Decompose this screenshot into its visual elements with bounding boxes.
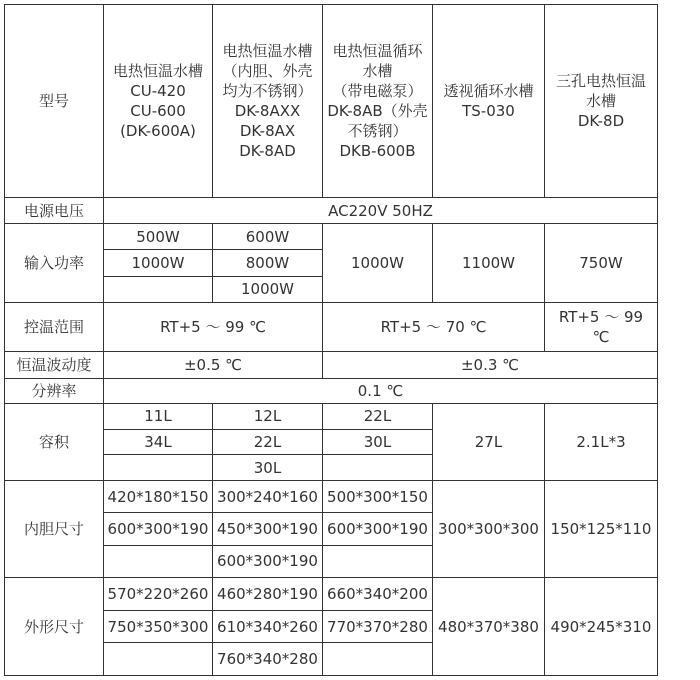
volume-3-b: 30L — [323, 429, 432, 455]
inner-size-col-2 — [213, 481, 323, 578]
inner-3-c — [323, 545, 432, 577]
power-col-2 — [213, 224, 323, 303]
inner-size-row — [5, 481, 658, 578]
model-1-line-2: CU-420 — [130, 82, 186, 100]
resolution-row — [5, 379, 658, 404]
model-5-line-2: 水槽 — [585, 92, 616, 110]
model-col-2 — [213, 5, 323, 198]
voltage-value: AC220V 50HZ — [104, 198, 658, 224]
inner-1-c — [104, 545, 212, 577]
outer-size-col-5: 490*245*310 — [545, 578, 658, 676]
temp-range-col-5 — [545, 303, 658, 352]
fluctuation-col-12: ±0.5 ℃ — [104, 352, 323, 379]
model-3-line-2: 水槽 — [362, 62, 393, 80]
inner-2-a: 300*240*160 — [217, 487, 318, 506]
inner-size-col-5: 150*125*110 — [545, 481, 658, 578]
fluctuation-row — [5, 352, 658, 379]
model-3-line-1: 电热恒温循环 — [332, 42, 423, 60]
model-label: 型号 — [5, 5, 104, 198]
inner-size-col-3 — [323, 481, 433, 578]
volume-col-2 — [213, 404, 323, 481]
inner-1-b: 600*300*190 — [104, 512, 212, 544]
model-4-line-2: TS-030 — [462, 102, 515, 120]
power-1-c — [104, 276, 212, 302]
inner-3-b: 600*300*190 — [323, 512, 432, 544]
outer-2-c: 760*340*280 — [213, 642, 322, 675]
power-2-b: 800W — [213, 249, 322, 275]
power-label: 输入功率 — [5, 224, 104, 303]
outer-3-a: 660*340*200 — [327, 584, 428, 603]
outer-2-b: 610*340*260 — [213, 610, 322, 643]
outer-1-b: 750*350*300 — [104, 610, 212, 643]
volume-col-1 — [104, 404, 213, 481]
voltage-label: 电源电压 — [5, 198, 104, 224]
model-row — [5, 5, 658, 198]
voltage-row — [5, 198, 658, 224]
model-5-line-1: 三孔电热恒温 — [555, 72, 646, 90]
temp-range-col-12: RT+5 ～ 99 ℃ — [104, 303, 323, 352]
volume-col-5: 2.1L*3 — [545, 404, 658, 481]
model-2-line-1: 电热恒温水槽 — [222, 42, 313, 60]
volume-2-a: 12L — [253, 407, 282, 426]
model-3-line-4: DK-8AB（外壳 — [327, 102, 428, 120]
inner-3-a: 500*300*150 — [327, 487, 428, 506]
model-3-line-3: （带电磁泵） — [332, 82, 423, 100]
outer-1-a: 570*220*260 — [107, 584, 209, 603]
volume-label: 容积 — [5, 404, 104, 481]
volume-row — [5, 404, 658, 481]
model-2-line-6: DK-8AD — [239, 142, 296, 160]
power-col-3: 1000W — [323, 224, 433, 303]
volume-1-a: 11L — [144, 407, 172, 426]
outer-3-b: 770*370*280 — [323, 610, 432, 643]
outer-size-col-3 — [323, 578, 433, 676]
model-4-line-1: 透视循环水槽 — [443, 82, 534, 100]
volume-3-a: 22L — [363, 407, 392, 426]
volume-col-4: 27L — [433, 404, 545, 481]
model-1-line-4: (DK-600A) — [120, 122, 196, 140]
temp-range-5-line-2: ℃ — [592, 328, 610, 346]
model-2-line-4: DK-8AXX — [234, 102, 301, 120]
model-3-line-6: DKB-600B — [339, 142, 416, 160]
fluctuation-col-345: ±0.3 ℃ — [323, 352, 658, 379]
power-2-a: 600W — [245, 227, 290, 246]
power-row — [5, 224, 658, 303]
inner-1-a: 420*180*150 — [107, 487, 209, 506]
model-1-line-3: CU-600 — [130, 102, 186, 120]
volume-2-c: 30L — [213, 454, 322, 480]
fluctuation-label: 恒温波动度 — [5, 352, 104, 379]
model-5-line-3: DK-8D — [577, 112, 625, 130]
model-2-line-5: DK-8AX — [239, 122, 296, 140]
model-2-line-2: （内胆、外壳 — [222, 62, 313, 80]
outer-size-col-2 — [213, 578, 323, 676]
spec-table — [4, 4, 658, 676]
power-1-b: 1000W — [104, 249, 212, 275]
resolution-value: 0.1 ℃ — [104, 379, 658, 404]
model-1-line-1: 电热恒温水槽 — [112, 62, 203, 80]
outer-size-row — [5, 578, 658, 676]
resolution-label: 分辨率 — [5, 379, 104, 404]
power-col-5: 750W — [545, 224, 658, 303]
model-col-5 — [545, 5, 658, 198]
volume-col-3 — [323, 404, 433, 481]
volume-1-b: 34L — [104, 429, 212, 455]
inner-2-c: 600*300*190 — [213, 545, 322, 577]
model-col-4 — [433, 5, 545, 198]
model-col-3 — [323, 5, 433, 198]
outer-3-c — [323, 642, 432, 675]
temp-range-row — [5, 303, 658, 352]
temp-range-col-34: RT+5 ～ 70 ℃ — [323, 303, 545, 352]
outer-2-a: 460*280*190 — [217, 584, 318, 603]
volume-3-c — [323, 454, 432, 480]
model-3-line-5: 不锈钢） — [347, 122, 408, 140]
outer-size-col-4: 480*370*380 — [433, 578, 545, 676]
inner-2-b: 450*300*190 — [213, 512, 322, 544]
temp-range-5-line-1: RT+5 ～ 99 — [558, 308, 644, 326]
volume-1-c — [104, 454, 212, 480]
inner-size-col-1 — [104, 481, 213, 578]
power-col-4: 1100W — [433, 224, 545, 303]
outer-size-col-1 — [104, 578, 213, 676]
inner-size-col-4: 300*300*300 — [433, 481, 545, 578]
power-col-1 — [104, 224, 213, 303]
power-2-c: 1000W — [213, 276, 322, 302]
temp-range-label: 控温范围 — [5, 303, 104, 352]
volume-2-b: 22L — [213, 429, 322, 455]
power-1-a: 500W — [136, 227, 180, 246]
model-col-1 — [104, 5, 213, 198]
model-2-line-3: 均为不锈钢） — [222, 82, 313, 100]
inner-size-label: 内胆尺寸 — [5, 481, 104, 578]
outer-1-c — [104, 642, 212, 675]
outer-size-label: 外形尺寸 — [5, 578, 104, 676]
